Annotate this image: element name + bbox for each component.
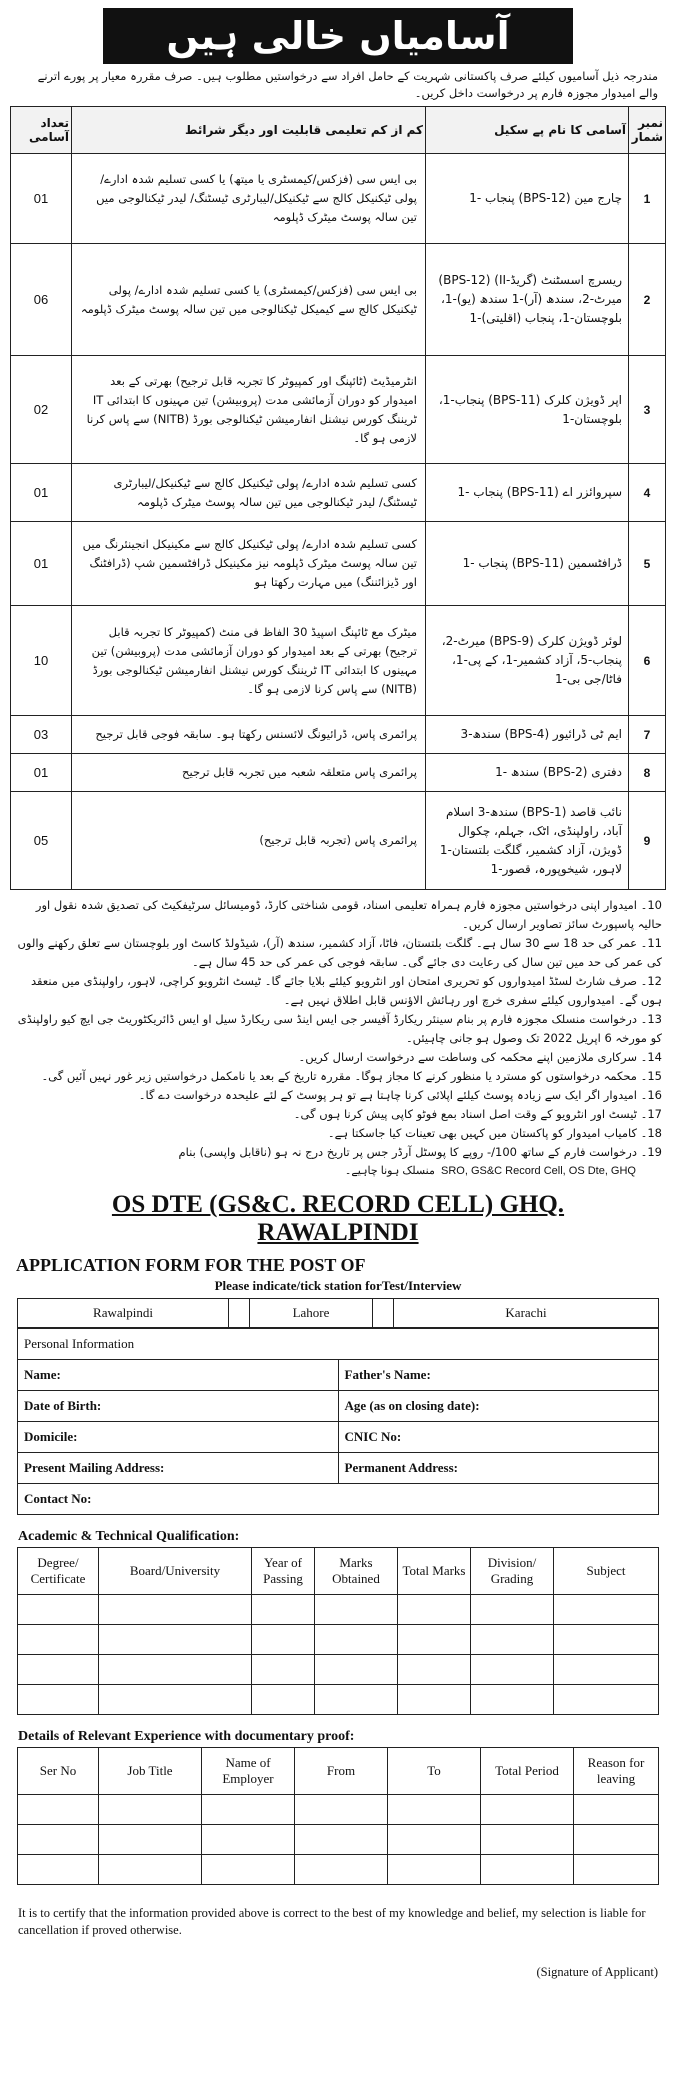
job-post: دفتری (BPS-2) سندھ -1 [426, 754, 629, 792]
column-header: Reason for leaving [574, 1748, 659, 1795]
station-gap [373, 1299, 394, 1328]
name-field[interactable]: Name: [18, 1360, 339, 1391]
organization-name: OS DTE (GS&C. RECORD CELL) GHQ. [111, 1191, 565, 1218]
table-row [11, 356, 666, 464]
column-header: Total Period [481, 1748, 574, 1795]
job-post: ایم ٹی ڈرائیور (BPS-4) سندھ-3 [426, 716, 629, 754]
header-post: آسامی کا نام پے سکیل [426, 107, 629, 154]
postal-order-urdu: منسلک ہونا چاہیے۔ [344, 1165, 435, 1177]
job-post: نائب قاصد (BPS-1) سندھ-3 اسلام آباد، راولپنڈی، اٹک، جہلم، چکوال ڈویژن، آزاد کشمیر، گلگت بلتستان-1 لاہور، شیخوپورہ، قصور-1 [426, 792, 629, 890]
job-post: لوئر ڈویژن کلرک (BPS-9) میرٹ-2، پنجاب-5، آزاد کشمیر-1، کے پی-1، فاٹا/جی بی-1 [426, 606, 629, 716]
station-selection-table [17, 1298, 659, 1328]
postal-order-recipient: SRO, GS&C Record Cell, OS Dte, GHQ [441, 1165, 636, 1177]
job-qualification: بی ایس سی (فزکس/کیمسٹری یا میتھ) یا کسی تسلیم شدہ ادارے/ پولی ٹیکنیکل کالج سے ٹیکنیکل/لیبارٹری ٹیسٹنگ/ لیدر ٹیکنالوجی میں تین سالہ پوسٹ میٹرک ڈپلومہ [72, 154, 426, 244]
form-title: APPLICATION FORM FOR THE POST OF [16, 1255, 366, 1275]
header-serial: نمبر شمار [629, 107, 666, 154]
experience-table [17, 1747, 659, 1885]
column-header: Job Title [99, 1748, 202, 1795]
job-count: 01 [11, 522, 72, 606]
job-count: 01 [11, 154, 72, 244]
note-item: 10۔ امیدوار اپنی درخواستیں مجوزہ فارم ہمراہ تعلیمی اسناد، قومی شناختی کارڈ، ڈومیسائل سرٹیفکیٹ کی تصدیق شدہ نقول اور حالیہ پاسپورٹ سائز تصاویر ارسال کریں۔ [35, 898, 662, 931]
table-row [11, 154, 666, 244]
personal-info-table [17, 1328, 659, 1515]
contact-field[interactable]: Contact No: [18, 1484, 659, 1515]
table-row [11, 606, 666, 716]
job-qualification: انٹرمیڈیٹ (ٹائپنگ اور کمپیوٹر کا تجربہ قابل ترجیح) بھرتی کے بعد امیدوار کو دوران آزمائشی مدت (پروبیشن) تین مہینوں کا ابتدائی IT ٹریننگ کورس نیشنل انفارمیشن ٹیکنالوجی بورڈ (NITB) سے پاس کرنا لازمی ہو گا۔ [72, 356, 426, 464]
job-serial: 2 [629, 244, 666, 356]
job-serial: 7 [629, 716, 666, 754]
column-header: Marks Obtained [315, 1548, 398, 1595]
table-row[interactable] [18, 1685, 659, 1715]
job-serial: 3 [629, 356, 666, 464]
note-item: 17۔ ٹیسٹ اور انٹرویو کے وقت اصل اسناد بمع فوٹو کاپی پیش کرنا ہوں گی۔ [293, 1107, 662, 1121]
job-count: 06 [11, 244, 72, 356]
organization-heading [10, 1191, 666, 1247]
academic-table [17, 1547, 659, 1715]
note-item: 12۔ صرف شارٹ لسٹڈ امیدواروں کو تحریری امتحان اور انٹرویو کیلئے بلایا جائے گا۔ ٹیسٹ انٹرویو کراچی، لاہور، راولپنڈی میں منعقد ہوں گے۔ امیدواروں کیلئے سفری خرچ اور رہائش الاؤنس قابل اطلاق نہیں ہے۔ [30, 974, 662, 1007]
job-qualification: پرائمری پاس (تجربہ قابل ترجیح) [72, 792, 426, 890]
job-count: 05 [11, 792, 72, 890]
experience-section-title: Details of Relevant Experience with documentary proof: [18, 1729, 355, 1744]
column-header: Name of Employer [202, 1748, 295, 1795]
job-qualification: میٹرک مع ٹائپنگ اسپیڈ 30 الفاظ فی منٹ (کمپیوٹر کا تجربہ قابل ترجیح) بھرتی کے بعد امیدوار کو دوران آزمائشی مدت (پروبیشن) تین مہینوں کا ابتدائی IT ٹریننگ کورس نیشنل انفارمیشن ٹیکنالوجی بورڈ (NITB) سے پاس کرنا لازمی ہو گا۔ [72, 606, 426, 716]
job-post: ریسرچ اسسٹنٹ (گریڈ-II) (BPS-12) میرٹ-2، سندھ (آر)-1 سندھ (یو)-1، بلوچستان-1، پنجاب (اقلیتی)-1 [426, 244, 629, 356]
job-serial: 8 [629, 754, 666, 792]
job-post: اپر ڈویژن کلرک (BPS-11) پنجاب-1، بلوچستان-1 [426, 356, 629, 464]
job-serial: 1 [629, 154, 666, 244]
station-karachi[interactable]: Karachi [394, 1299, 659, 1328]
father-name-field[interactable]: Father's Name: [338, 1360, 659, 1391]
table-row[interactable] [18, 1625, 659, 1655]
station-instruction: Please indicate/tick station forTest/Interview [214, 1278, 462, 1293]
note-item: 18۔ کامیاب امیدوار کو پاکستان میں کہیں بھی تعینات کیا جاسکتا ہے۔ [327, 1126, 662, 1140]
table-row [11, 716, 666, 754]
column-header: To [388, 1748, 481, 1795]
job-count: 01 [11, 464, 72, 522]
table-row [11, 464, 666, 522]
job-count: 01 [11, 754, 72, 792]
vacancies-header-row [11, 107, 666, 154]
column-header: Division/ Grading [471, 1548, 554, 1595]
organization-city: RAWALPINDI [257, 1219, 419, 1246]
job-post: ڈرافٹسمین (BPS-11) پنجاب -1 [426, 522, 629, 606]
table-row[interactable] [18, 1825, 659, 1855]
job-post: چارج مین (BPS-12) پنجاب -1 [426, 154, 629, 244]
personal-info-heading: Personal Information [18, 1329, 659, 1360]
job-serial: 4 [629, 464, 666, 522]
note-item: 19۔ درخواست فارم کے ساتھ 100/- روپے کا پوسٹل آرڈر جس پر تاریخ درج نہ ہو (ناقابل واپسی) بنام [178, 1145, 662, 1159]
station-gap [229, 1299, 250, 1328]
domicile-field[interactable]: Domicile: [18, 1422, 339, 1453]
job-serial: 5 [629, 522, 666, 606]
permanent-address-field[interactable]: Permanent Address: [338, 1453, 659, 1484]
postal-order-payee [10, 1164, 666, 1177]
present-address-field[interactable]: Present Mailing Address: [18, 1453, 339, 1484]
note-item: 14۔ سرکاری ملازمین اپنے محکمہ کی وساطت سے درخواست ارسال کریں۔ [298, 1050, 662, 1064]
job-count: 10 [11, 606, 72, 716]
column-header: Ser No [18, 1748, 99, 1795]
table-row[interactable] [18, 1655, 659, 1685]
dob-field[interactable]: Date of Birth: [18, 1391, 339, 1422]
table-row[interactable] [18, 1595, 659, 1625]
table-row [11, 244, 666, 356]
academic-section-title: Academic & Technical Qualification: [18, 1529, 240, 1544]
applicant-signature: (Signature of Applicant) [536, 1965, 658, 1979]
table-row [11, 522, 666, 606]
column-header: Year of Passing [252, 1548, 315, 1595]
job-qualification: کسی تسلیم شدہ ادارے/ پولی ٹیکنیکل کالج سے ٹیکنیکل/لیبارٹری ٹیسٹنگ/ لیدر ٹیکنالوجی میں تین سالہ پوسٹ میٹرک ڈپلومہ [72, 464, 426, 522]
job-qualification: پرائمری پاس، ڈرائیونگ لائسنس رکھتا ہو۔ سابقہ فوجی قابل ترجیح [72, 716, 426, 754]
station-rawalpindi[interactable]: Rawalpindi [18, 1299, 229, 1328]
note-item: 16۔ امیدوار اگر ایک سے زیادہ پوسٹ کیلئے اپلائی کرنا چاہتا ہے تو ہر پوسٹ کے لئے علیحدہ درخواست دے گا۔ [138, 1088, 662, 1102]
cnic-field[interactable]: CNIC No: [338, 1422, 659, 1453]
column-header: Degree/ Certificate [18, 1548, 99, 1595]
column-header: Subject [554, 1548, 659, 1595]
header-count: تعداد آسامی [11, 107, 72, 154]
job-qualification: پرائمری پاس متعلقہ شعبہ میں تجربہ قابل ترجیح [72, 754, 426, 792]
table-row[interactable] [18, 1855, 659, 1885]
table-row [11, 792, 666, 890]
table-row[interactable] [18, 1795, 659, 1825]
vacancies-table [10, 106, 666, 890]
certification-statement: It is to certify that the information provided above is correct to the best of my knowledge and belief, my selection is liable for cancellation if proved otherwise. [18, 1906, 646, 1937]
column-header: Total Marks [398, 1548, 471, 1595]
column-header: Board/University [99, 1548, 252, 1595]
header-qualification: کم از کم تعلیمی قابلیت اور دیگر شرائط [72, 107, 426, 154]
job-count: 03 [11, 716, 72, 754]
terms-and-conditions [10, 896, 666, 1162]
age-field[interactable]: Age (as on closing date): [338, 1391, 659, 1422]
job-qualification: بی ایس سی (فزکس/کیمسٹری) یا کسی تسلیم شدہ ادارے/ پولی ٹیکنیکل کالج سے کیمیکل ٹیکنالوجی میں تین سالہ پوسٹ میٹرک ڈپلومہ [72, 244, 426, 356]
job-serial: 6 [629, 606, 666, 716]
job-count: 02 [11, 356, 72, 464]
vacancies-banner: آسامیاں خالی ہیں [103, 8, 573, 64]
note-item: 11۔ عمر کی حد 18 سے 30 سال ہے۔ گلگت بلتستان، فاٹا، آزاد کشمیر، سندھ (آر)، شیڈولڈ کاسٹ اور بلوچستان سے تعلق رکھنے والوں کی عمر کی حد میں تین سال کی رعایت دی جائے گی۔ سابقہ فوجی کی عمر کی حد 45 سال ہے۔ [17, 936, 662, 969]
column-header: From [295, 1748, 388, 1795]
note-item: 13۔ درخواست منسلک مجوزہ فارم پر بنام سینئر ریکارڈ آفیسر جی ایس اینڈ سی ریکارڈ سیل او ایس ڈائریکٹوریٹ جی ایچ کیو راولپنڈی کو مورخہ 6 اپریل 2022 تک وصول ہو جانی چاہیئں۔ [17, 1012, 662, 1045]
job-post: سپروائزر اے (BPS-11) پنجاب -1 [426, 464, 629, 522]
table-row [11, 754, 666, 792]
station-lahore[interactable]: Lahore [250, 1299, 373, 1328]
job-serial: 9 [629, 792, 666, 890]
job-qualification: کسی تسلیم شدہ ادارے/ پولی ٹیکنیکل کالج سے مکینیکل انجینئرنگ میں تین سالہ پوسٹ میٹرک ڈپلومہ نیز مکینیکل ڈرافٹسمین شپ (ڈرافٹنگ اور ڈیزائننگ) میں مہارت رکھتا ہو [72, 522, 426, 606]
note-item: 15۔ محکمہ درخواستوں کو مسترد یا منظور کرنے کا مجاز ہوگا۔ مقررہ تاریخ کے بعد یا نامکمل درخواستیں زیر غور نہیں آئیں گی۔ [41, 1069, 662, 1083]
intro-text: مندرجہ ذیل آسامیوں کیلئے صرف پاکستانی شہریت کے حامل افراد سے درخواستیں مطلوب ہیں۔ صرف مقررہ معیار پر پورے اترنے والے امیدوار مجوزہ فارم پر درخواست داخل کریں۔ [37, 69, 658, 100]
